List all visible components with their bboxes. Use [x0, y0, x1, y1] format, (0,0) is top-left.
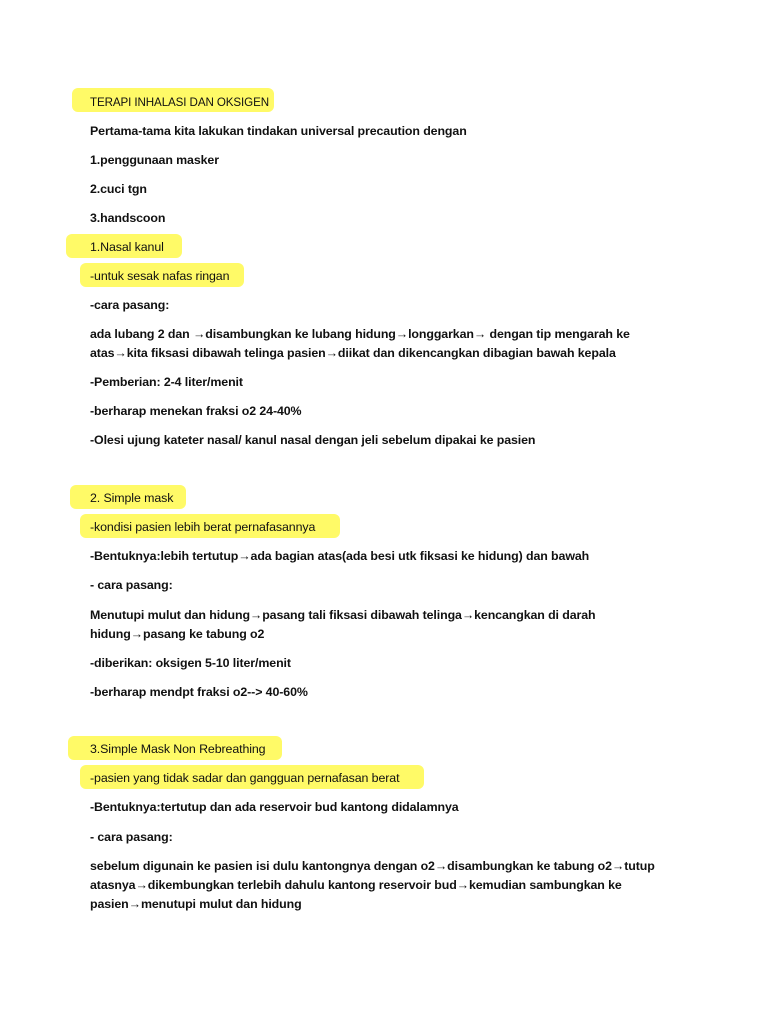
body-line: atasnya→dikembungkan terlebih dahulu kantong reservoir bud→kemudian sambungkan ke [90, 878, 622, 892]
precaution-item: 1.penggunaan masker [90, 153, 219, 167]
precaution-item: 3.handscoon [90, 211, 166, 225]
body-line: hidung→pasang ke tabung o2 [90, 627, 265, 641]
body-line: -Olesi ujung kateter nasal/ kanul nasal dengan jeli sebelum dipakai ke pasien [90, 433, 536, 447]
body-line: - cara pasang: [90, 830, 173, 844]
body-line: Menutupi mulut dan hidung→pasang tali fiksasi dibawah telinga→kencangkan di darah [90, 608, 596, 622]
body-line: -berharap mendpt fraksi o2--> 40-60% [90, 685, 308, 699]
body-line: - cara pasang: [90, 578, 173, 592]
body-line: atas→kita fiksasi dibawah telinga pasien→diikat dan dikencangkan dibagian bawah kepala [90, 346, 616, 360]
section-subheading: -pasien yang tidak sadar dan gangguan pernafasan berat [90, 771, 400, 785]
body-line: pasien→menutupi mulut dan hidung [90, 897, 302, 911]
body-line: sebelum digunain ke pasien isi dulu kantongnya dengan o2→disambungkan ke tabung o2→tutup [90, 859, 655, 873]
body-line: -berharap menekan fraksi o2 24-40% [90, 404, 302, 418]
body-line: -cara pasang: [90, 298, 170, 312]
document-title: TERAPI INHALASI DAN OKSIGEN [90, 96, 269, 109]
section-heading-nasal-kanul: 1.Nasal kanul [90, 240, 164, 254]
body-line: -Bentuknya:tertutup dan ada reservoir bud kantong didalamnya [90, 800, 459, 814]
body-line: -diberikan: oksigen 5-10 liter/menit [90, 656, 291, 670]
intro-text: Pertama-tama kita lakukan tindakan universal precaution dengan [90, 124, 467, 138]
body-line: -Pemberian: 2-4 liter/menit [90, 375, 243, 389]
body-line: ada lubang 2 dan →disambungkan ke lubang hidung→longgarkan→ dengan tip mengarah ke [90, 327, 630, 341]
section-subheading: -untuk sesak nafas ringan [90, 269, 230, 283]
section-heading-non-rebreathing: 3.Simple Mask Non Rebreathing [90, 742, 266, 756]
section-subheading: -kondisi pasien lebih berat pernafasannya [90, 520, 316, 534]
body-line: -Bentuknya:lebih tertutup→ada bagian atas(ada besi utk fiksasi ke hidung) dan bawah [90, 549, 590, 563]
precaution-item: 2.cuci tgn [90, 182, 147, 196]
section-heading-simple-mask: 2. Simple mask [90, 491, 174, 505]
